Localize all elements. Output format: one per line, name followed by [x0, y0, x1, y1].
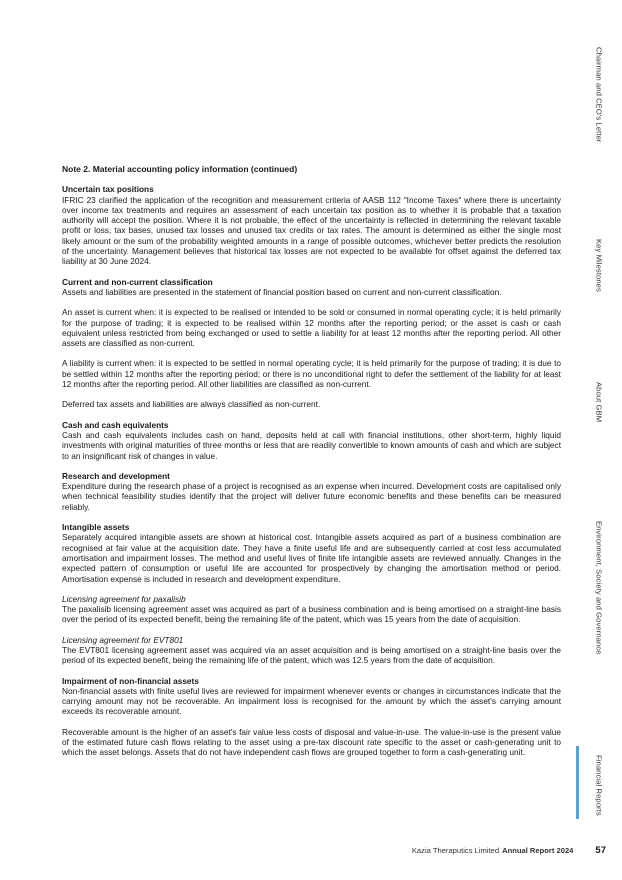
side-tab-label: Financial Reports: [594, 754, 604, 816]
section-intangible-assets: [62, 522, 561, 584]
side-tab-label: Key Milestones: [594, 238, 604, 292]
section-heading: Impairment of non-financial assets: [62, 675, 199, 686]
page-number: 57: [595, 845, 606, 856]
section-current-non-current-classification: [62, 277, 561, 410]
side-tab-environment-society-governance[interactable]: [588, 510, 610, 665]
main-content: [62, 164, 561, 768]
section-uncertain-tax-positions: [62, 184, 561, 266]
section-heading: Intangible assets: [62, 522, 130, 533]
paragraph: The paxalisib licensing agreement asset was acquired as part of a business combination and is being amortised on a straight-line basis over the period of its expected benefit, being the remaining life of the patent, which was 15 years from the date of acquisition.: [62, 604, 561, 625]
side-tab-chairman-ceo-letter[interactable]: [588, 40, 610, 150]
section-research-and-development: [62, 471, 561, 512]
paragraph: An asset is current when: it is expected to be realised or intended to be sold or consumed in normal operating cycle; it is held primarily for the purpose of trading; it is expected to be realised within 12 months after the reporting period; or the asset is cash or cash equivalent unless restricted from being exchanged or used to settle a liability for at least 12 months after the reporting period. All other assets are classified as non-current.: [62, 307, 561, 349]
paragraph: A liability is current when: it is expected to be settled in normal operating cycle; it is held primarily for the purpose of trading; it is due to be settled within 12 months after the reporting period; or there is no unconditional right to defer the settlement of the liability for at least 12 months after the reporting period. All other liabilities are classified as non-current.: [62, 358, 561, 390]
paragraph: Expenditure during the research phase of a project is recognised as an expense when incurred. Development costs are capitalised only when technical feasibility studies identify that the project will deliver future economic benefits and these benefits can be measured reliably.: [62, 481, 561, 512]
paragraph: The EVT801 licensing agreement asset was acquired via an asset acquisition and is being amortised on a straight-line basis over the period of its expected benefit, being the remaining life of the patent, which was 12.5 years from the date of acquisition.: [62, 644, 561, 666]
section-cash-and-cash-equivalents: [62, 420, 561, 461]
paragraph: Assets and liabilities are presented in the statement of financial position based on current and non-current classification.: [62, 286, 502, 297]
subsection-licensing-paxalisib: [62, 594, 561, 625]
paragraph: Non-financial assets with finite useful lives are reviewed for impairment whenever events or changes in circumstances indicate that the carrying amount may not be recoverable. An impairment loss is recognised for the amount by which the asset's carrying amount exceeds its recoverable amount.: [62, 685, 561, 717]
section-impairment-non-financial-assets: [62, 676, 561, 758]
section-heading: Current and non-current classification: [62, 276, 213, 287]
page-footer: [412, 845, 606, 856]
side-tab-label: Chairman and CEO's Letter: [594, 47, 604, 143]
subsection-licensing-evt801: [62, 635, 561, 666]
active-section-indicator: [576, 746, 579, 819]
side-tab-label: About GBM: [594, 382, 604, 423]
paragraph: Deferred tax assets and liabilities are always classified as non-current.: [62, 399, 321, 410]
paragraph: Recoverable amount is the higher of an asset's fair value less costs of disposal and value-in-use. The value-in-use is the present value of the estimated future cash flows relating to the asset using a pre-tax discount rate specific to the asset or cash-generating unit to which the asset belongs. Assets that do not have independent cash flows are grouped together to form a cash-generating unit.: [62, 726, 561, 758]
side-tab-key-milestones[interactable]: [588, 230, 610, 300]
side-tab-label: Environment, Society and Governance: [594, 520, 604, 655]
subsection-heading: Licensing agreement for paxalisib: [62, 593, 186, 604]
side-navigation: [588, 0, 610, 880]
note-heading: Note 2. Material accounting policy information (continued): [62, 164, 298, 174]
side-tab-financial-reports[interactable]: [588, 745, 610, 825]
section-heading: Uncertain tax positions: [62, 184, 154, 195]
section-heading: Cash and cash equivalents: [62, 419, 169, 430]
footer-company-name: Kazia Theraputics Limited: [411, 846, 500, 855]
paragraph: Cash and cash equivalents includes cash on hand, deposits held at call with financial institutions, other short-term, highly liquid investments with original maturities of three months or less that are readily convertible to known amounts of cash and which are subject to an insignificant risk of changes in value.: [62, 429, 561, 461]
section-heading: Research and development: [62, 470, 170, 481]
paragraph: Separately acquired intangible assets are shown at historical cost. Intangible assets acquired as part of a business combination are recognised at fair value at the acquisition date. They have a finite useful life and are subsequently carried at cost less accumulated amortisation and impairment losses. The method and useful lives of finite life intangible assets are reviewed annually. Changes in the expected pattern of consumption or useful life are accounted for prospectively by changing the amortisation method or period. Amortisation expense is included in research and development expenditure.: [62, 532, 561, 584]
footer-report-title: Annual Report 2024: [502, 846, 574, 855]
subsection-heading: Licensing agreement for EVT801: [62, 634, 184, 645]
side-tab-about-gbm[interactable]: [588, 375, 610, 430]
paragraph: IFRIC 23 clarified the application of the recognition and measurement criteria of AASB 112 "Income Taxes" where there is uncertainty over income tax treatments and requires an assessment of each uncertain tax position as to whether it is probable that a taxation authority will accept the position. Where it is not probable, the effect of the uncertainty is reflected in determining the relevant taxable profit or loss, tax bases, unused tax losses and unused tax credits or tax rates. The amount is determined as either the single most likely amount or the sum of the probability weighted amounts in a range of possible outcomes, whichever better predicts the resolution of the uncertainty. Management believes that historical tax losses are not expected to be available for offset against the deferred tax liability at 30 June 2024.: [62, 194, 561, 267]
